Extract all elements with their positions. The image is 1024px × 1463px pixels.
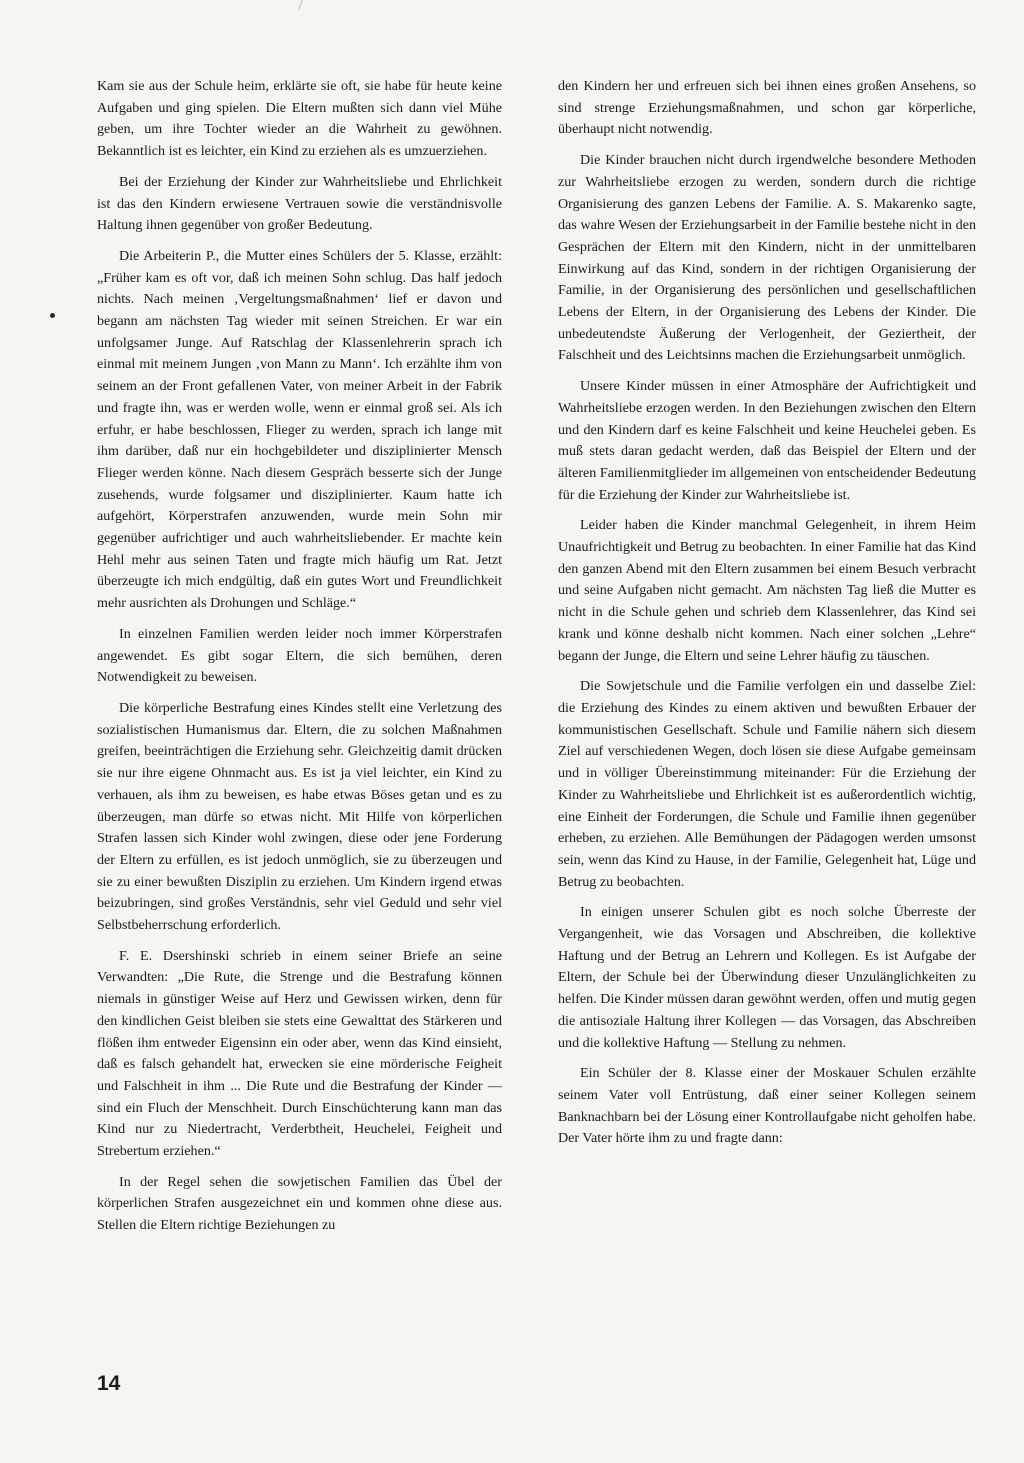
paragraph: F. E. Dsershinski schrieb in einem seiner Briefe an seine Verwandten: „Die Rute, die Strenge und die Bestrafung können niemals in günstiger Weise auf Herz und Gewissen wirken, denn für den kindlichen Geist bleiben sie stets eine Gewalttat des Stärkeren und flößen ihm entweder Eigensinn ein oder aber, wenn das Kind einsieht, daß es falsch gehandelt hat, erwecken sie eine mörderische Feigheit und Falschheit in ihm ... Die Rute und die Bestrafung der Kinder — sind ein Fluch der Menschheit. Durch Einschüchterung kann man das Kind nur zu Niedertracht, Verderbtheit, Heuchelei, Feigheit und Strebertum erziehen.“ xyxy=(97,947,502,1160)
paragraph: Bei der Erziehung der Kinder zur Wahrheitsliebe und Ehrlichkeit ist das den Kindern erwiesene Vertrauen sowie die verständnisvolle Haltung ihnen gegenüber von großer Bedeutung. xyxy=(97,173,502,234)
paragraph: In der Regel sehen die sowjetischen Familien das Übel der körperlichen Strafen ausgezeichnet ein und kommen ohne diese aus. Stellen die Eltern richtige Beziehungen zu xyxy=(97,1173,502,1234)
margin-dot xyxy=(50,313,55,318)
paragraph: In einzelnen Familien werden leider noch immer Körperstrafen angewendet. Es gibt sogar Eltern, die sich bemühen, deren Notwendigkeit zu beweisen. xyxy=(97,625,502,686)
paragraph: den Kindern her und erfreuen sich bei ihnen eines großen Ansehens, so sind strenge Erziehungsmaßnahmen, und schon gar körperliche, überhaupt nicht notwendig. xyxy=(558,78,976,138)
paragraph: Unsere Kinder müssen in einer Atmosphäre der Aufrichtigkeit und Wahrheitsliebe erzogen werden. In den Beziehungen zwischen den Eltern und den Kindern darf es keine Falschheit und keine Heuchelei geben. Es muß stets daran gedacht werden, daß das Beispiel der Eltern und der älteren Familienmitglieder im allgemeinen von entscheidender Bedeutung für die Erziehung der Kinder zur Wahrheitsliebe ist. xyxy=(558,378,976,503)
paragraph: Leider haben die Kinder manchmal Gelegenheit, in ihrem Heim Unaufrichtigkeit und Betrug zu beobachten. In einer Familie hat das Kind den ganzen Abend mit den Eltern zusammen bei einem Besuch verbracht und seine Aufgaben nicht gemacht. Am nächsten Tag ließ die Mutter es nicht in die Schule gehen und schrieb dem Klassenlehrer, das Kind sei krank und könne deshalb nicht kommen. Nach einer solchen „Lehre“ begann der Junge, die Eltern und seine Lehrer häufig zu täuschen. xyxy=(558,517,976,664)
right-column xyxy=(558,76,976,1159)
page-number: 14 xyxy=(97,1372,121,1395)
left-column xyxy=(97,76,502,1246)
paragraph: Die Arbeiterin P., die Mutter eines Schülers der 5. Klasse, erzählt: „Früher kam es oft vor, daß ich meinen Sohn schlug. Das half jedoch nichts. Nach meinen ‚Vergeltungsmaßnahmen‘ lief er davon und begann am nächsten Tag wieder mit seinen Streichen. Er war ein unfolgsamer Junge. Auf Ratschlag der Klassenlehrerin sprach ich einmal mit meinem Jungen ‚von Mann zu Mann‘. Ich erzählte ihm von seinem an der Front gefallenen Vater, von meiner Arbeit in der Fabrik und fragte ihn, was er werden wolle, wenn er einmal groß sei. Als ich erfuhr, er habe beschlossen, Flieger zu werden, sprach ich lange mit ihm darüber, daß nur ein hochgebildeter und disziplinierter Mensch Flieger werden könne. Nach diesem Gespräch besserte sich der Junge zusehends, wurde folgsamer und disziplinierter. Kaum hatte ich aufgehört, Körperstrafen anzuwenden, wurde mein Sohn mir gegenüber aufrichtiger und auch wahrheitsliebender. Er machte kein Hehl mehr aus seinen Taten und fragte mich häufig um Rat. Jetzt überzeugte ich mich endgültig, daß ein gutes Wort und Freundlichkeit mehr ausrichten als Drohungen und Schläge.“ xyxy=(97,247,502,612)
paragraph: Die Kinder brauchen nicht durch irgendwelche besondere Methoden zur Wahrheitsliebe erzogen zu werden, sondern durch die richtige Organisierung des ganzen Lebens der Familie. A. S. Makarenko sagte, das wahre Wesen der Erziehungsarbeit in der Familie bestehe nicht in den Gesprächen der Eltern mit den Kindern, nicht in der unmittelbaren Einwirkung auf das Kind, sondern in der richtigen Organisierung der Familie, in der Organisierung des persönlichen und gesellschaftlichen Lebens der Eltern, in der Organisierung des Lebens der Kinder. Die unbedeutendste Äußerung der Verlogenheit, der Geziertheit, der Falschheit und des Leichtsinns machen die Erziehungsarbeit unmöglich. xyxy=(558,152,976,364)
paragraph: In einigen unserer Schulen gibt es noch solche Überreste der Vergangenheit, wie das Vorsagen und Abschreiben, die kollektive Haftung und der Betrug an Lehrern und Kollegen. Es ist Aufgabe der Eltern, der Schule bei der Überwindung dieser Unzulänglichkeiten zu helfen. Die Kinder müssen daran gewöhnt werden, offen und mutig gegen die antisoziale Haltung ihrer Kollegen — das Vorsagen, das Abschreiben und die kollektive Haftung — Stellung zu nehmen. xyxy=(558,904,976,1051)
scan-artifact xyxy=(298,0,302,10)
paragraph: Kam sie aus der Schule heim, erklärte sie oft, sie habe für heute keine Aufgaben und ging spielen. Die Eltern mußten sich dann viel Mühe geben, um ihre Tochter wieder an die Wahrheit zu gewöhnen. Bekanntlich ist es leichter, ein Kind zu erziehen als es umzuerziehen. xyxy=(97,78,502,160)
paragraph: Die körperliche Bestrafung eines Kindes stellt eine Verletzung des sozialistischen Humanismus dar. Eltern, die zu solchen Maßnahmen greifen, beeinträchtigen die Erziehung sehr. Gleichzeitig damit drücken sie nur ihre eigene Ohnmacht aus. Es ist ja viel leichter, ein Kind zu verhauen, als ihm zu beweisen, es habe etwas Böses getan und es zu überzeugen, man dürfe so etwas nicht. Mit Hilfe von körperlichen Strafen lassen sich Kinder wohl zwingen, diese oder jene Forderung der Eltern zu erfüllen, es ist jedoch unmöglich, sie zu überzeugen und sie zu einer bewußten Disziplin zu erziehen. Um Kindern irgend etwas beizubringen, sind großes Verständnis, sehr viel Geduld und sehr viel Selbstbeherrschung erforderlich. xyxy=(97,699,502,934)
paragraph: Ein Schüler der 8. Klasse einer der Moskauer Schulen erzählte seinem Vater voll Entrüstung, daß einer seiner Kollegen seinem Banknachbarn bei der Lösung einer Kontrollaufgabe nicht geholfen habe. Der Vater hörte ihm zu und fragte dann: xyxy=(558,1065,976,1147)
paragraph: Die Sowjetschule und die Familie verfolgen ein und dasselbe Ziel: die Erziehung des Kindes zu einem aktiven und bewußten Erbauer der kommunistischen Gesellschaft. Schule und Familie nähern sich diesem Ziel auf verschiedenen Wegen, doch lösen sie diese Aufgabe gemeinsam und in völliger Übereinstimmung miteinander: Für die Erziehung der Kinder zu Wahrheitsliebe und Ehrlichkeit ist es außerordentlich wichtig, eine Einheit der Forderungen, die Schule und Familie ihnen gegenüber erheben, zu erziehen. Alle Bemühungen der Pädagogen werden umsonst sein, wenn das Kind zu Hause, in der Familie, Gelegenheit hat, Lüge und Betrug zu beobachten. xyxy=(558,678,976,890)
